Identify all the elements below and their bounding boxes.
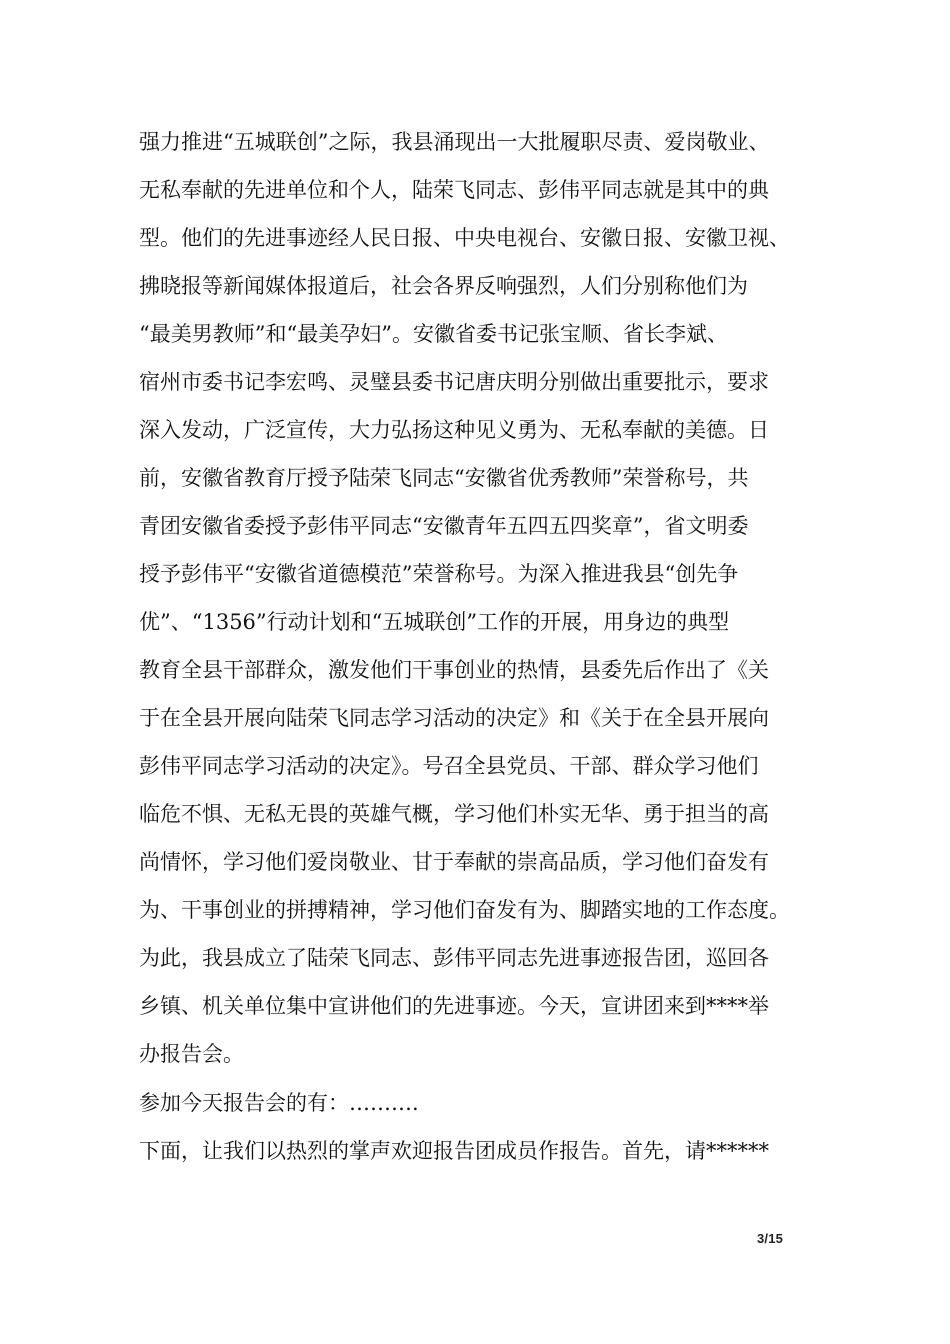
text-line: 彭伟平同志学习活动的决定》。号召全县党员、干部、群众学习他们: [139, 754, 759, 778]
text-line: 办报告会。: [139, 1042, 244, 1066]
text-line: 优”、“1356”行动计划和“五城联创”工作的开展，用身边的典型: [139, 610, 730, 634]
text-line: 为、干事创业的拼搏精神，学习他们奋发有为、脚踏实地的工作态度。: [139, 898, 790, 922]
closing-paragraph: 下面，让我们以热烈的掌声欢迎报告团成员作报告。首先，请******: [139, 1139, 769, 1163]
text-line: 宿州市委书记李宏鸣、灵璧县委书记唐庆明分别做出重要批示，要求: [139, 370, 769, 394]
body-text: [139, 118, 829, 1175]
text-line: 乡镇、机关单位集中宣讲他们的先进事迹。今天，宣讲团来到****举: [139, 994, 769, 1018]
text-line: 深入发动，广泛宣传，大力弘扬这种见义勇为、无私奉献的美德。日: [139, 418, 769, 442]
page-number: 3/15: [757, 1231, 784, 1246]
text-line: 临危不惧、无私无畏的英雄气概，学习他们朴实无华、勇于担当的高: [139, 802, 769, 826]
text-line: 强力推进“五城联创”之际，我县涌现出一大批履职尽责、爱岗敬业、: [139, 130, 770, 154]
text-line: 青团安徽省委授予彭伟平同志“安徽青年五四五四奖章”，省文明委: [139, 514, 749, 538]
text-line: 为此，我县成立了陆荣飞同志、彭伟平同志先进事迹报告团，巡回各: [139, 946, 769, 970]
text-line: 尚情怀，学习他们爱岗敬业、甘于奉献的崇高品质，学习他们奋发有: [139, 850, 769, 874]
text-line: 教育全县干部群众，激发他们干事创业的热情，县委先后作出了《关: [139, 658, 769, 682]
text-line: 于在全县开展向陆荣飞同志学习活动的决定》和《关于在全县开展向: [139, 706, 769, 730]
text-line: 无私奉献的先进单位和个人，陆荣飞同志、彭伟平同志就是其中的典: [139, 178, 769, 202]
text-line: 拂晓报等新闻媒体报道后，社会各界反响强烈，人们分别称他们为: [139, 274, 748, 298]
text-line: 型。他们的先进事迹经人民日报、中央电视台、安徽日报、安徽卫视、: [139, 226, 790, 250]
attendees-paragraph: 参加今天报告会的有：……….: [139, 1091, 419, 1115]
text-line: 授予彭伟平“安徽省道德模范”荣誉称号。为深入推进我县“创先争: [139, 562, 739, 586]
text-line: “最美男教师”和“最美孕妇”。安徽省委书记张宝顺、省长李斌、: [139, 322, 728, 346]
text-line: 前，安徽省教育厅授予陆荣飞同志“安徽省优秀教师”荣誉称号，共: [139, 466, 749, 490]
